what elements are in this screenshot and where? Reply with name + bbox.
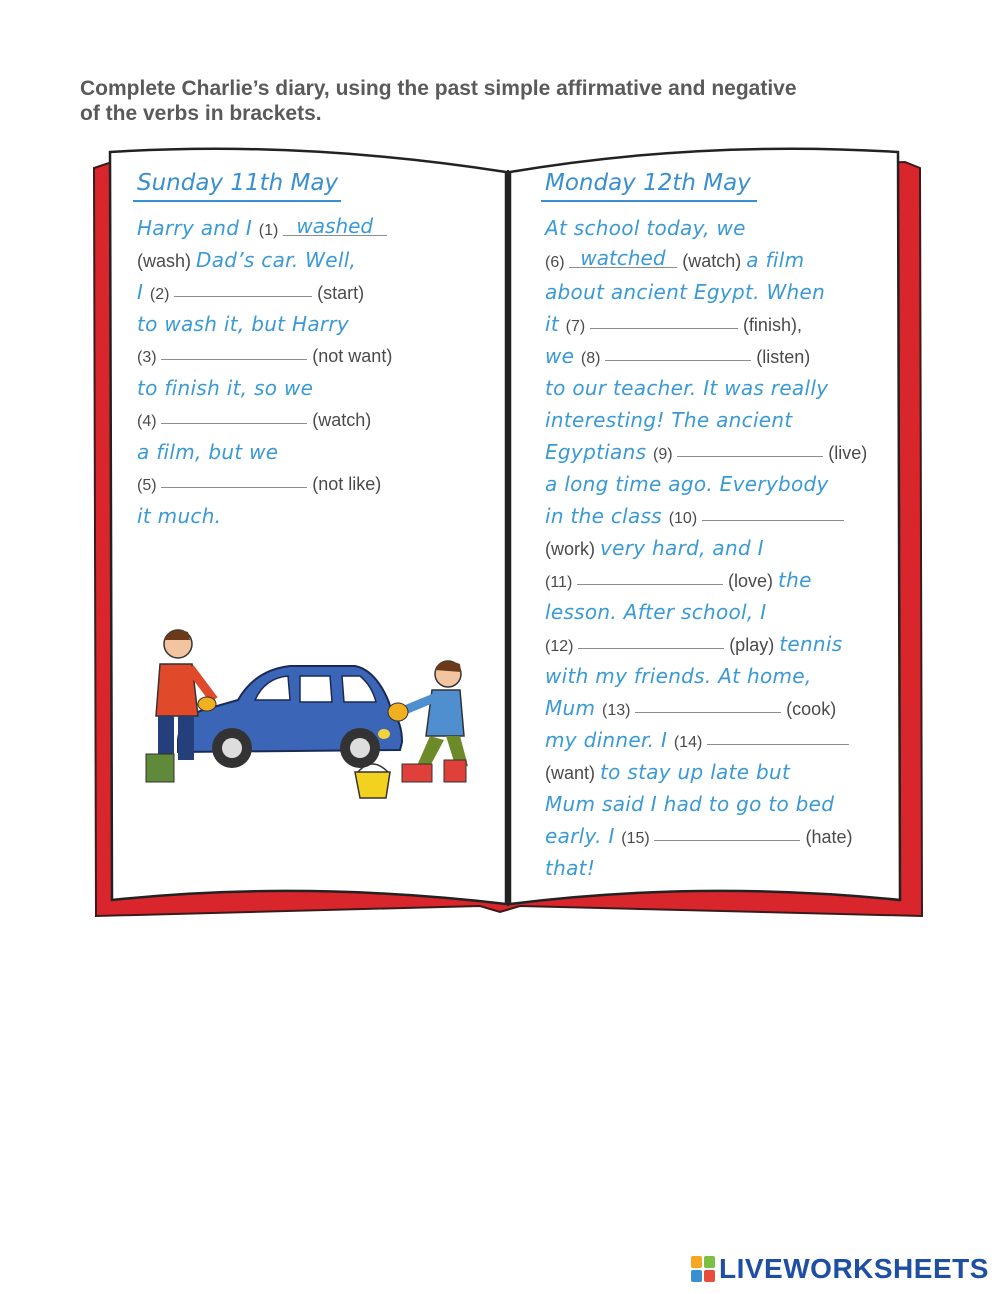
- verb-prompt: (finish),: [742, 315, 802, 335]
- handwritten-text: it: [545, 312, 566, 336]
- diary-line: [545, 724, 849, 756]
- handwritten-text: lesson. After school, I: [545, 600, 767, 624]
- blank-number: (14): [673, 734, 707, 751]
- diary-line: [545, 212, 746, 244]
- verb-prompt: (watch): [312, 410, 372, 430]
- diary-line: [545, 404, 793, 436]
- diary-line: [545, 372, 828, 404]
- diary-line: [545, 692, 836, 724]
- answer-blank-3[interactable]: [161, 340, 307, 360]
- logo-text: LIVEWORKSHEETS: [719, 1253, 989, 1284]
- verb-prompt: (live): [828, 443, 868, 463]
- verb-prompt: (not want): [312, 346, 393, 366]
- blank-number: (1): [258, 222, 283, 239]
- blank-number: (4): [137, 413, 161, 430]
- diary-line: [545, 788, 834, 820]
- blank-number: (8): [580, 350, 605, 367]
- diary-line: [545, 500, 844, 532]
- verb-prompt: (watch): [682, 251, 747, 271]
- diary-line: [545, 244, 804, 276]
- diary-line: [137, 500, 221, 532]
- handwritten-text: we: [545, 344, 581, 368]
- diary-line: [137, 372, 313, 404]
- diary-line: [137, 244, 356, 276]
- answer-blank-7[interactable]: [590, 309, 738, 329]
- blank-number: (9): [652, 446, 677, 463]
- left-date-underline: [133, 200, 341, 202]
- answer-blank-15[interactable]: [654, 821, 800, 841]
- diary-line: [545, 564, 812, 596]
- right-page-date: Monday 12th May: [545, 170, 751, 196]
- diary-line: [137, 276, 364, 308]
- right-date-underline: [541, 200, 757, 202]
- blank-number: (3): [137, 349, 161, 366]
- blank-number: (2): [149, 286, 174, 303]
- handwritten-text: Mum said I had to go to bed: [545, 792, 835, 816]
- diary-line: [545, 852, 595, 884]
- diary-line: [545, 820, 853, 852]
- diary-line: [545, 596, 766, 628]
- handwritten-text: in the class: [545, 504, 669, 528]
- instruction-line-2: of the verbs in brackets.: [80, 102, 322, 125]
- verb-prompt: (wash): [137, 251, 197, 271]
- diary-line: [545, 756, 790, 788]
- blank-number: (15): [621, 830, 655, 847]
- answer-blank-11[interactable]: [577, 565, 723, 585]
- handwritten-text: interesting! The ancient: [545, 408, 793, 432]
- verb-prompt: (listen): [756, 347, 811, 367]
- diary-line: [545, 340, 810, 372]
- handwritten-text: to stay up late but: [600, 760, 791, 784]
- answer-blank-13[interactable]: [635, 693, 781, 713]
- diary-line: [137, 308, 349, 340]
- verb-prompt: (want): [545, 763, 601, 783]
- handwritten-text: a film, but we: [137, 440, 279, 464]
- handwritten-text: Mum: [545, 696, 602, 720]
- verb-prompt: (love): [728, 571, 779, 591]
- handwritten-text: Dad’s car. Well,: [196, 248, 357, 272]
- diary-line: [137, 468, 381, 500]
- blank-number: (7): [565, 318, 590, 335]
- verb-prompt: (not like): [312, 474, 382, 494]
- diary-line: [137, 340, 392, 372]
- handwritten-text: At school today, we: [545, 216, 746, 240]
- answer-blank-5[interactable]: [161, 468, 307, 488]
- handwritten-text: to finish it, so we: [137, 376, 314, 400]
- handwritten-text: a film: [746, 248, 805, 272]
- diary-line: [545, 628, 842, 660]
- verb-prompt: (start): [317, 283, 365, 303]
- logo-mark-icon: [691, 1256, 715, 1282]
- handwritten-text: early. I: [545, 824, 622, 848]
- verb-prompt: (play): [729, 635, 780, 655]
- diary-line: [545, 468, 829, 500]
- handwritten-text: about ancient Egypt. When: [545, 280, 826, 304]
- handwritten-text: a long time ago. Everybody: [545, 472, 829, 496]
- handwritten-text: I: [137, 280, 150, 304]
- diary-line: [137, 212, 387, 244]
- diary-line: [545, 436, 867, 468]
- diary-line: [137, 436, 278, 468]
- handwritten-text: tennis: [779, 632, 843, 656]
- handwritten-text: my dinner. I: [545, 728, 674, 752]
- blank-number: (10): [668, 510, 702, 527]
- diary-line: [545, 308, 802, 340]
- blank-number: (12): [545, 638, 578, 655]
- left-page-date: Sunday 11th May: [137, 170, 339, 196]
- blank-number: (11): [545, 574, 577, 591]
- answer-blank-6[interactable]: watched: [569, 248, 677, 268]
- instruction-line-1: Complete Charlie’s diary, using the past simple affirmative and negative: [80, 77, 797, 100]
- handwritten-text: to wash it, but Harry: [137, 312, 350, 336]
- answer-blank-1[interactable]: washed: [283, 216, 387, 236]
- verb-prompt: (cook): [786, 699, 837, 719]
- handwritten-text: that!: [545, 856, 596, 880]
- diary-line: [545, 276, 825, 308]
- answer-blank-8[interactable]: [605, 341, 751, 361]
- handwritten-text: to our teacher. It was really: [545, 376, 829, 400]
- answer-blank-10[interactable]: [702, 501, 844, 521]
- answer-blank-2[interactable]: [174, 277, 312, 297]
- handwritten-text: with my friends. At home,: [545, 664, 812, 688]
- answer-blank-9[interactable]: [677, 437, 823, 457]
- liveworksheets-logo[interactable]: [691, 1252, 989, 1286]
- answer-blank-14[interactable]: [707, 725, 849, 745]
- handwritten-text: Harry and I: [137, 216, 259, 240]
- diary-line: [545, 532, 764, 564]
- handwritten-text: very hard, and I: [600, 536, 764, 560]
- blank-number: (5): [137, 477, 161, 494]
- handwritten-text: Egyptians: [545, 440, 653, 464]
- handwritten-text: it much.: [137, 504, 222, 528]
- blank-number: (13): [601, 702, 635, 719]
- blank-number: (6): [545, 254, 569, 271]
- diary-line: [137, 404, 371, 436]
- answer-blank-12[interactable]: [578, 629, 724, 649]
- verb-prompt: (work): [545, 539, 600, 559]
- verb-prompt: (hate): [805, 827, 853, 847]
- answer-blank-4[interactable]: [161, 404, 307, 424]
- diary-line: [545, 660, 812, 692]
- handwritten-text: the: [778, 568, 812, 592]
